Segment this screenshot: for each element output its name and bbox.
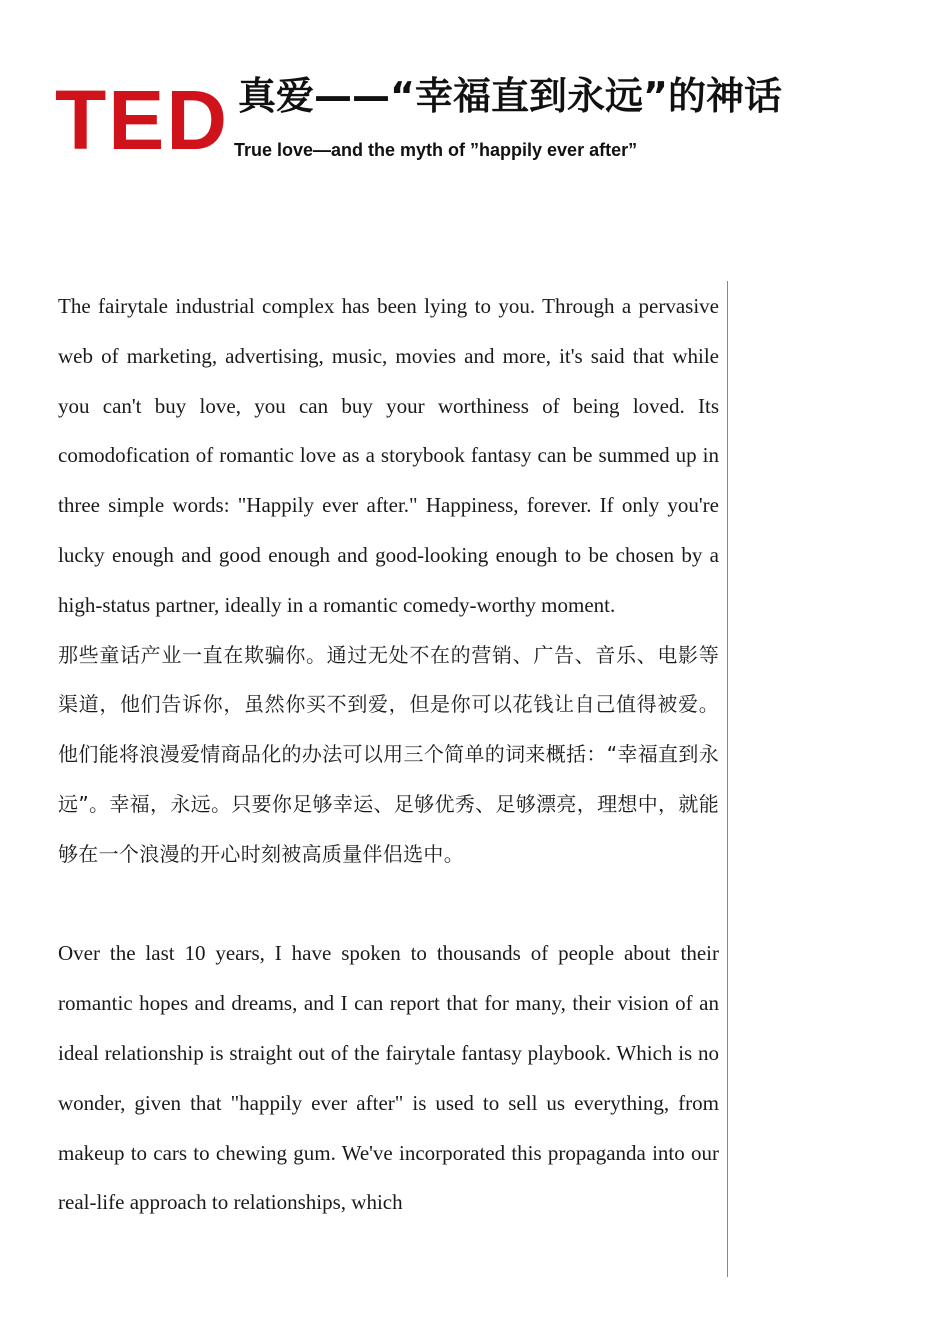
paragraph-1-english: The fairytale industrial complex has been lying to you. Through a pervasive web of marketing, advertising, music, movies and more, it's said that while you can't buy love, you can buy your worthiness of being loved. Its comodofication of romantic love as a storybook fantasy can be summed up in three simple words: "Happily ever after." Happiness, forever. If only you're lucky enough and good enough and good-looking enough to be chosen by a high-status partner, ideally in a romantic comedy-worthy moment. — [58, 294, 719, 617]
paragraph-spacer — [58, 880, 719, 930]
paragraph-1-chinese: 那些童话产业一直在欺骗你。通过无处不在的营销、广告、音乐、电影等渠道，他们告诉你，虽然你买不到爱，但是你可以花钱让自己值得被爱。他们能将浪漫爱情商品化的办法可以用三个简单的词来概括：“幸福直到永远”。幸福，永远。只要你足够幸运、足够优秀、足够漂亮，理想中，就能够在一个浪漫的开心时刻被高质量伴侣选中。 — [58, 642, 719, 866]
ted-logo: TED — [55, 73, 229, 167]
page-subtitle-english: True love—and the myth of ”happily ever after” — [234, 140, 638, 160]
paragraph-2-english: Over the last 10 years, I have spoken to thousands of people about their romantic hopes and dreams, and I can report that for many, their vision of an ideal relationship is straight out of the fairytale fantasy playbook. Which is no wonder, given that "happily ever after" is used to sell us everything, from makeup to cars to chewing gum. We've incorporated this propaganda into our real-life approach to relationships, which — [58, 941, 719, 1215]
page-title-chinese: 真爱——“幸福直到永远”的神话 — [238, 74, 782, 118]
document-body — [58, 282, 719, 1282]
margin-rule — [727, 281, 728, 1277]
